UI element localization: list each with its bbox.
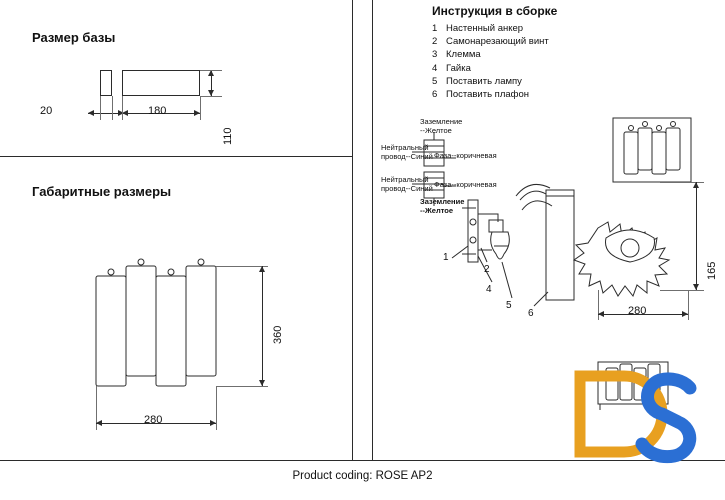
- wire-label-line1: Нейтральный: [381, 143, 429, 152]
- assembly-callout-6: 6: [528, 308, 534, 319]
- item-index: 5: [432, 75, 438, 87]
- item-label: Клемма: [446, 49, 481, 61]
- product-coding: Product coding: ROSE AP2: [292, 470, 433, 482]
- views-dim-165-arrow-down: [693, 284, 699, 290]
- wire-label-line2: провод--Синий: [381, 183, 433, 193]
- item-index: 4: [432, 62, 438, 74]
- assembly-callout-5: 5: [506, 300, 512, 311]
- wire-label-line2: провод--Синий: [381, 151, 433, 161]
- views-dim-165-arrow-up: [693, 182, 699, 188]
- item-label: Поставить плафон: [446, 89, 529, 101]
- assembly-callout-1: 1: [443, 252, 449, 263]
- item-label: Гайка: [446, 62, 471, 74]
- item-label: Самонарезающий винт: [446, 36, 549, 48]
- assembly-callout-2: 2: [484, 264, 490, 275]
- base-dim-110-label: 110: [222, 127, 234, 145]
- views-dim-280-label: 280: [628, 305, 647, 317]
- assembly-title: Инструкция в сборке: [432, 4, 558, 18]
- views-ext-165-bottom: [660, 290, 704, 291]
- wire-label-line1: Фаза--коричневая: [434, 180, 497, 189]
- wire-label-line1: Фаза--коричневая: [434, 151, 497, 160]
- wire-label-line1: Нейтральный: [381, 175, 429, 184]
- base-dim-180-label: 180: [148, 105, 167, 117]
- item-label: Поставить лампу: [446, 75, 522, 87]
- wire-label-line1: Заземление: [420, 117, 463, 126]
- overall-dim-360-label: 360: [272, 325, 284, 344]
- views-ext-280-right: [688, 290, 689, 320]
- base-dim-20-label: 20: [40, 105, 53, 117]
- item-index: 2: [432, 36, 438, 48]
- wire-label-line2: --Желтое: [420, 125, 452, 135]
- wire-label-line1: Заземление: [420, 197, 465, 206]
- overall-dim-280-label: 280: [144, 414, 163, 426]
- item-index: 3: [432, 49, 438, 61]
- overall-title: Габаритные размеры: [32, 184, 172, 199]
- views-dim-280-arrow-right: [682, 311, 688, 317]
- views-dim-165-line: [696, 182, 697, 290]
- views-dim-165-label: 165: [706, 261, 718, 280]
- item-label: Настенный анкер: [446, 23, 524, 34]
- item-index: 6: [432, 89, 438, 101]
- views-dim-280-arrow-left: [598, 311, 604, 317]
- assembly-callout-4: 4: [486, 284, 492, 295]
- wire-label-line2: --Желтое: [420, 205, 454, 215]
- base-size-title: Размер базы: [32, 30, 116, 45]
- item-index: 1: [432, 23, 438, 34]
